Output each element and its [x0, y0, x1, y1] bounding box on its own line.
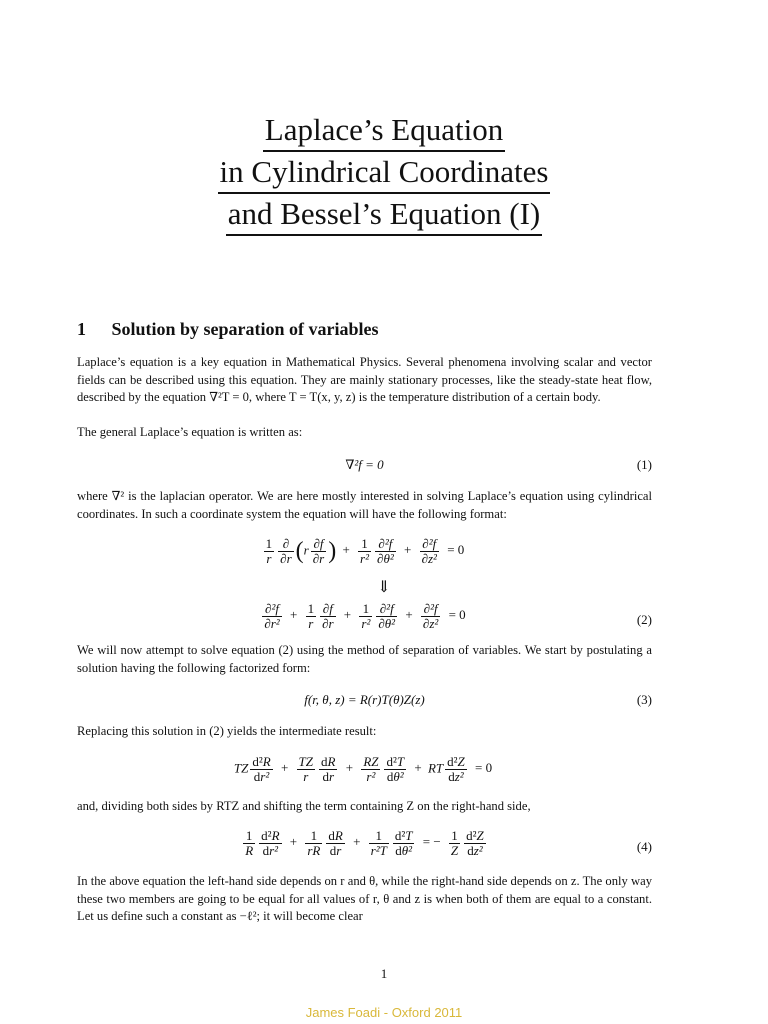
equation-2a: $\frac{1}{r}$ $\frac{\partial}{\partial r}$ (r $\frac{\partial f}{\partial r}$ ) + $\frac{1}{\text{r²}}$ $\frac{\text{∂²f}}{\text{∂θ²}}$ + $\frac{\text{∂²f}}{\text{∂z²}}$ = 0	[265, 536, 465, 566]
section-heading	[77, 319, 379, 340]
paragraph-separation: We will now attempt to solve equation (2) using the method of separation of variables. We start by postulating a solution having the following factorized form:	[77, 643, 652, 675]
equation-1-number: (1)	[636, 457, 652, 472]
equation-1-body: ∇²f = 0	[345, 457, 384, 472]
paragraph-intro: Laplace’s equation is a key equation in Mathematical Physics. Several phenomena involving scalar and vector fields can be described using this equation. They are mainly stationary processes, like the steady-state heat flow, described by the equation ∇²T = 0, where T = T(x, y, z) is the temperature distribution of a certain body.	[77, 355, 652, 404]
page-number: 1	[380, 966, 388, 981]
paragraph-replacing: Replacing this solution in (2) yields the intermediate result:	[77, 724, 377, 738]
paragraph-dividing: and, dividing both sides by RTZ and shifting the term containing Z on the right-hand side,	[77, 799, 531, 813]
title-line-1: Laplace’s Equation	[263, 112, 505, 152]
title-line-2: in Cylindrical Coordinates	[218, 154, 551, 194]
paragraph-laplacian: where ∇² is the laplacian operator. We are here mostly interested in solving Laplace’s equation using cylindrical coordinates. In such a coordinate system the equation will have the following format:	[77, 489, 652, 521]
equation-2-number: (2)	[636, 612, 652, 627]
footer-credit: James Foadi - Oxford 2011	[305, 1005, 463, 1020]
title-line-3: and Bessel’s Equation (I)	[226, 196, 543, 236]
implies-arrow: ⇓	[377, 579, 391, 596]
equation-3-body: f(r, θ, z) = R(r)T(θ)Z(z)	[304, 692, 425, 707]
paragraph-general: The general Laplace’s equation is written as:	[77, 425, 303, 439]
section-title: Solution by separation of variables	[111, 319, 379, 339]
equation-intermediate: TZ $\frac{\text{d²R}}{\text{dr²}}$ + $\frac{TZ}{r}$ $\frac{dR}{dr}$ + $\frac{RZ}{\text{r²}}$ $\frac{\text{d²T}}{\text{dθ²}}$ + RT $\frac{\text{d²Z}}{\text{dz²}}$ = 0	[233, 754, 493, 784]
section-number: 1	[77, 319, 86, 339]
document-title	[0, 112, 768, 238]
paragraph-constant: In the above equation the left-hand side depends on r and θ, while the right-hand side depends on z. The only way these two members are going to be equal for all values of r, θ and z is when both of them are equal to a constant. Let us define such a constant as −ℓ²; it will become clear	[77, 874, 652, 923]
equation-4-number: (4)	[636, 839, 652, 854]
equation-2: $\frac{\text{∂²f}}{\text{∂r²}}$ + $\frac{1}{r}$ $\frac{\partial f}{\partial r}$ + $\frac{1}{\text{r²}}$ $\frac{\text{∂²f}}{\text{∂θ²}}$ + $\frac{\text{∂²f}}{\text{∂z²}}$ = 0 (2)	[264, 601, 652, 631]
equation-3-number: (3)	[636, 692, 652, 707]
equation-4: $\frac{1}{R}$ $\frac{\text{d²R}}{\text{dr²}}$ + $\frac{1}{rR}$ $\frac{dR}{dr}$ + $\frac{1}{\text{r²T}}$ $\frac{\text{d²T}}{\text{dθ²}}$ = − $\frac{1}{Z}$ $\frac{\text{d²Z}}{\text{dz²}}$ (4)	[245, 828, 652, 858]
